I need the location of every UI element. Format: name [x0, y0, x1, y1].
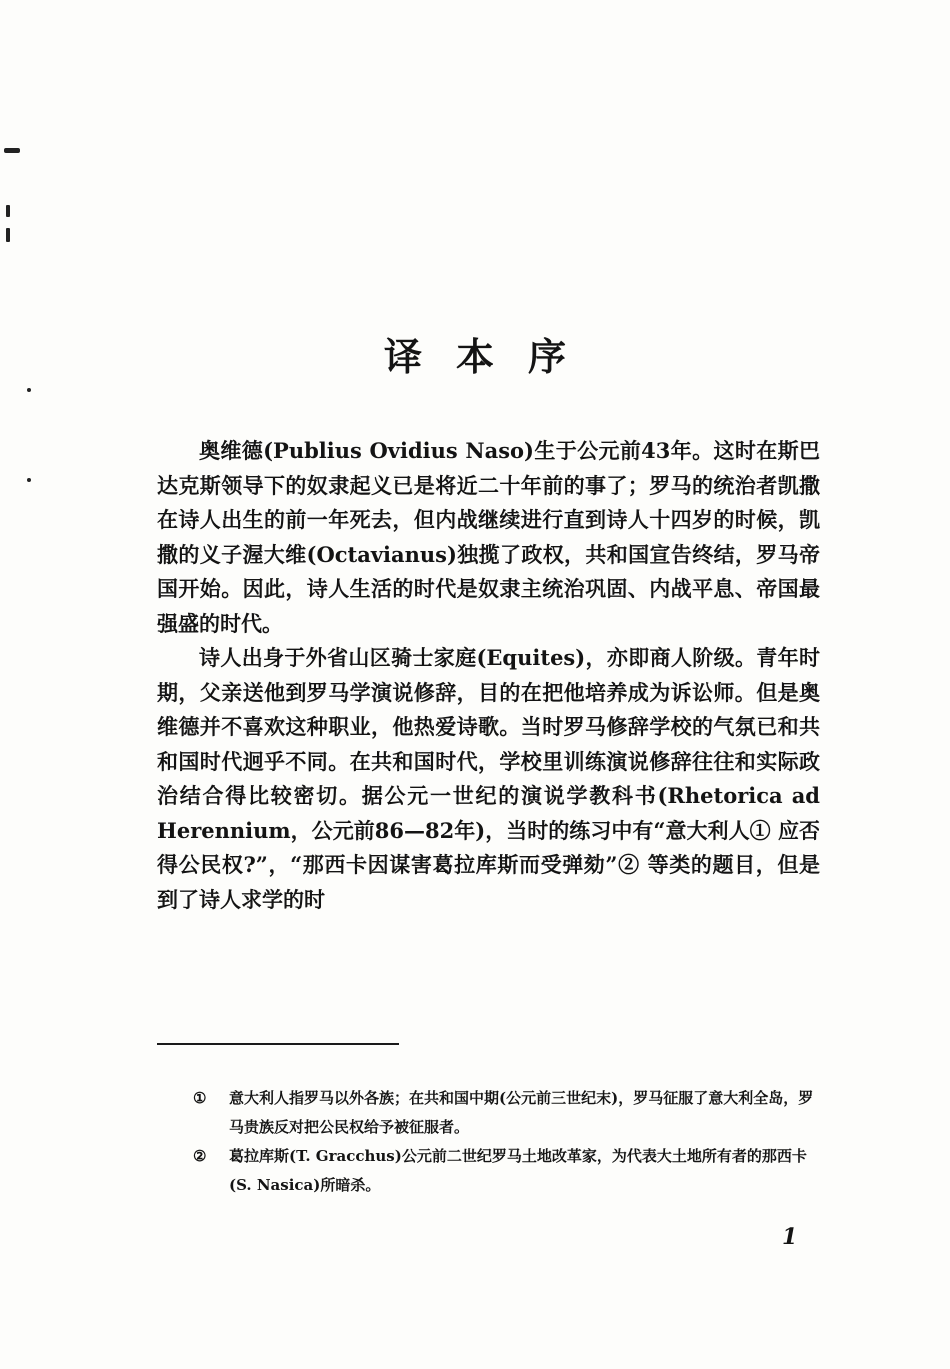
- scan-speck: [4, 148, 20, 153]
- footnote-marker: ②: [193, 1147, 207, 1165]
- footnote-text: 意大利人指罗马以外各族；在共和国中期(公元前三世纪末)，罗马征服了意大利全岛，罗马贵族反对把公民权给予被征服者。: [229, 1089, 814, 1136]
- paragraph-1: 奥维德(Publius Ovidius Naso)生于公元前43年。这时在斯巴达克斯领导下的奴隶起义已是将近二十年前的事了；罗马的统治者凯撒在诗人出生的前一年死去，但内战继续进行直到诗人十四岁的时候，凯撒的义子渥大维(Octavianus)独揽了政权，共和国宣告终结，罗马帝国开始。因此，诗人生活的时代是奴隶主统治巩固、内战平息、帝国最强盛的时代。: [157, 438, 820, 636]
- footnote-item: [193, 1084, 823, 1142]
- scan-speck: [6, 228, 10, 242]
- footnote-item: [193, 1142, 823, 1200]
- paragraph-2: 诗人出身于外省山区骑士家庭(Equites)，亦即商人阶级。青年时期，父亲送他到罗马学演说修辞，目的在把他培养成为诉讼师。但是奥维德并不喜欢这种职业，他热爱诗歌。当时罗马修辞学校的气氛已和共和国时代迥乎不同。在共和国时代，学校里训练演说修辞往往和实际政治结合得比较密切。据公元一世纪的演说学教科书(Rhetorica ad Herennium，公元前86—82年)，当时的练习中有“意大利人① 应否得公民权?”，“那西卡因谋害葛拉库斯而受弹劾”② 等类的题目，但是到了诗人求学的时: [157, 645, 820, 912]
- page-number: 1: [782, 1224, 798, 1250]
- scan-speck: [6, 205, 10, 217]
- page-title: 译本序: [383, 334, 600, 379]
- footnote-text: 葛拉库斯(T. Gracchus)公元前二世纪罗马土地改革家，为代表大土地所有者的那西卡(S. Nasica)所暗杀。: [229, 1147, 807, 1194]
- footnote-marker: ①: [193, 1089, 207, 1107]
- footnotes: [193, 1084, 823, 1200]
- scan-speck: [27, 478, 31, 482]
- body-text: [157, 434, 820, 917]
- scan-speck: [27, 388, 31, 392]
- footnote-divider: [157, 1043, 399, 1045]
